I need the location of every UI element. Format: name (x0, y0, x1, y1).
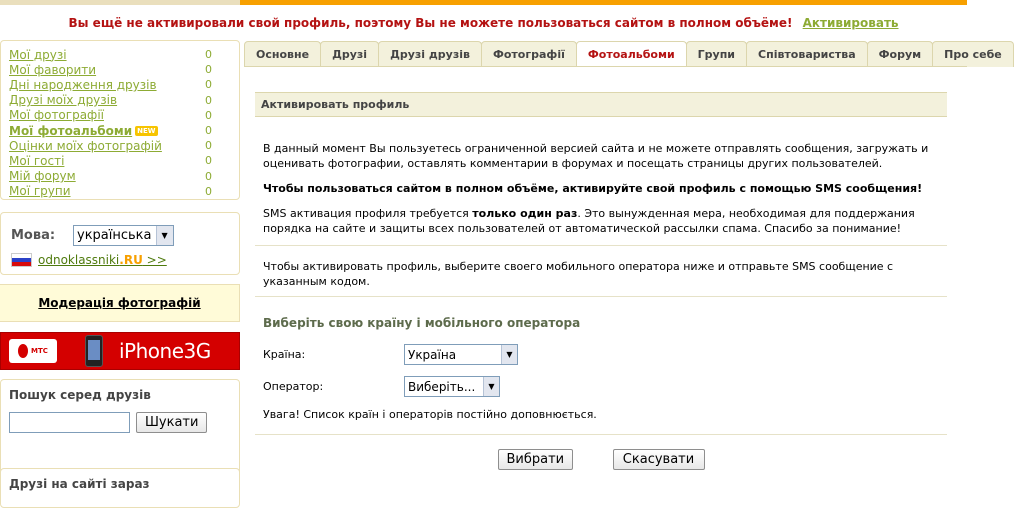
top-stripe (0, 0, 967, 5)
tab-friends[interactable]: Друзі (320, 41, 379, 67)
country-label: Країна: (263, 348, 306, 361)
sms-info-b: . Это вынужденная мера, необходимая для поддержания порядка на сайте и защиты всех пользователей от автоматической рассылки спама. Спасибо за понимание! (263, 207, 915, 235)
sidebar-item-friends-of-friends[interactable] (1, 93, 239, 108)
sidebar-item-label[interactable]: Мої друзі (9, 47, 67, 62)
sidebar-item-count: 0 (205, 154, 212, 168)
choose-operator-text: Чтобы активировать профиль, выберите своего мобильного оператора ниже и отправьте SMS сообщение с указанным кодом. (263, 260, 894, 288)
tab-groups[interactable]: Групи (686, 41, 747, 67)
intro-text: В данный момент Вы пользуетесь ограниченной версией сайта и не можете отправлять сообщения, загружать и оценивать фотографии, оставлять комментарии в форумах и посещать страницы других пользователей. (263, 142, 929, 170)
mts-logo-text: МТС (31, 347, 48, 355)
sidebar-item-groups[interactable] (1, 184, 239, 199)
sidebar-nav (0, 40, 240, 200)
sidebar-item-friends[interactable] (1, 47, 239, 62)
online-friends-box (0, 468, 240, 508)
sidebar-item-birthdays[interactable] (1, 77, 239, 92)
tab-forum[interactable]: Форум (867, 41, 934, 67)
sms-info (255, 206, 947, 236)
country-row (255, 344, 947, 365)
sidebar-item-count: 0 (205, 184, 212, 198)
profile-tabs (244, 41, 1013, 67)
sidebar-item-count: 0 (205, 48, 212, 62)
russia-flag-icon (11, 253, 32, 267)
country-select[interactable] (404, 344, 518, 365)
sidebar-item-count: 0 (205, 139, 212, 153)
sidebar-item-label[interactable]: Мої гості (9, 153, 65, 168)
operator-label: Оператор: (263, 380, 324, 393)
operator-select[interactable] (404, 376, 500, 397)
sidebar-item-count: 0 (205, 93, 212, 107)
sidebar-item-ratings[interactable] (1, 138, 239, 153)
language-label: Мова: (11, 227, 56, 243)
new-badge: NEW (137, 127, 156, 136)
sidebar-item-albums[interactable] (1, 123, 239, 138)
sidebar-item-label[interactable]: Оцінки моїх фотографій (9, 138, 162, 153)
site-link-row (11, 253, 229, 267)
sms-info-a: SMS активация профиля требуется (263, 207, 473, 220)
sidebar-item-label[interactable]: Мій форум (9, 169, 76, 184)
tab-about[interactable]: Про себе (932, 41, 1014, 67)
activate-link[interactable]: Активировать (802, 16, 899, 30)
site-link-part: odnoklassniki (38, 253, 120, 267)
tab-friends-of-friends[interactable]: Друзі друзів (378, 41, 482, 67)
friend-search-form (9, 412, 231, 433)
site-link-tld: .RU (119, 253, 143, 267)
tab-communities[interactable]: Співтовариства (746, 41, 868, 67)
tab-albums[interactable]: Фотоальбоми (576, 41, 687, 67)
country-value: Україна (408, 347, 457, 362)
form-title: Виберіть свою країну і мобільного оператора (263, 316, 581, 330)
warning-text: Вы ещё не активировали свой профиль, поэтому Вы не можете пользоваться сайтом в полном объёме! (68, 16, 793, 30)
chevron-down-icon: ▼ (156, 226, 173, 245)
sidebar-item-count: 0 (205, 169, 212, 183)
sidebar-item-forum[interactable] (1, 169, 239, 184)
activation-call: Чтобы пользоваться сайтом в полном объёме, активируйте свой профиль с помощью SMS сообщения! (263, 182, 923, 195)
site-link-arrow: >> (142, 253, 167, 267)
tab-divider (244, 66, 967, 67)
sidebar-item-label: Мої фотоальбоми (9, 123, 133, 138)
operator-value: Виберіть... (408, 379, 476, 394)
form-buttons (255, 449, 947, 470)
top-stripe-accent (240, 0, 967, 5)
activation-warning (0, 16, 967, 30)
mts-logo (9, 339, 57, 363)
section-title: Активировать профиль (255, 92, 947, 117)
sidebar-item-label[interactable]: Дні народження друзів (9, 77, 157, 92)
friend-search-title: Пошук серед друзів (9, 388, 151, 402)
sidebar-item-label[interactable]: Мої фотографії (9, 108, 104, 123)
operator-row (255, 376, 947, 397)
sidebar-item-count: 0 (205, 63, 212, 77)
sidebar-item-count: 0 (205, 78, 212, 92)
operator-note: Увага! Список країн і операторів постійно доповнюється. (263, 408, 597, 421)
banner-product: iPhone3G (119, 339, 211, 363)
sidebar-item-count: 0 (205, 124, 212, 138)
iphone-icon (85, 335, 103, 367)
language-select[interactable] (73, 225, 174, 246)
language-value: українська (77, 227, 152, 243)
friend-search-button[interactable]: Шукати (136, 412, 207, 433)
sidebar-item-favorites[interactable] (1, 62, 239, 77)
sidebar-item-label[interactable]: Друзі моїх друзів (9, 93, 118, 108)
chevron-down-icon: ▼ (501, 345, 517, 364)
sms-info-bold: только один раз (472, 207, 578, 220)
friend-search-input[interactable] (9, 412, 130, 433)
odnoklassniki-link[interactable] (38, 253, 167, 267)
language-row (11, 223, 229, 247)
sidebar-item-label-wrap[interactable] (9, 124, 205, 138)
mts-egg-icon (18, 344, 28, 358)
sidebar-item-guests[interactable] (1, 153, 239, 168)
sidebar-item-count: 0 (205, 108, 212, 122)
sidebar-item-label[interactable]: Мої фаворити (9, 62, 97, 77)
cancel-button[interactable]: Скасувати (613, 449, 705, 470)
sidebar-item-label[interactable]: Мої групи (9, 184, 71, 199)
moderation-link[interactable]: Модерація фотографій (38, 296, 201, 310)
tab-photos[interactable]: Фотографії (481, 41, 577, 67)
chevron-down-icon: ▼ (483, 377, 499, 396)
language-box (0, 212, 240, 275)
online-friends-title: Друзі на сайті зараз (9, 477, 150, 491)
sidebar-item-photos[interactable] (1, 108, 239, 123)
activation-panel (255, 92, 947, 470)
moderation-box (0, 284, 240, 322)
mts-iphone-banner[interactable] (0, 332, 240, 370)
tab-main[interactable]: Основне (244, 41, 321, 67)
select-button[interactable]: Вибрати (498, 449, 573, 470)
